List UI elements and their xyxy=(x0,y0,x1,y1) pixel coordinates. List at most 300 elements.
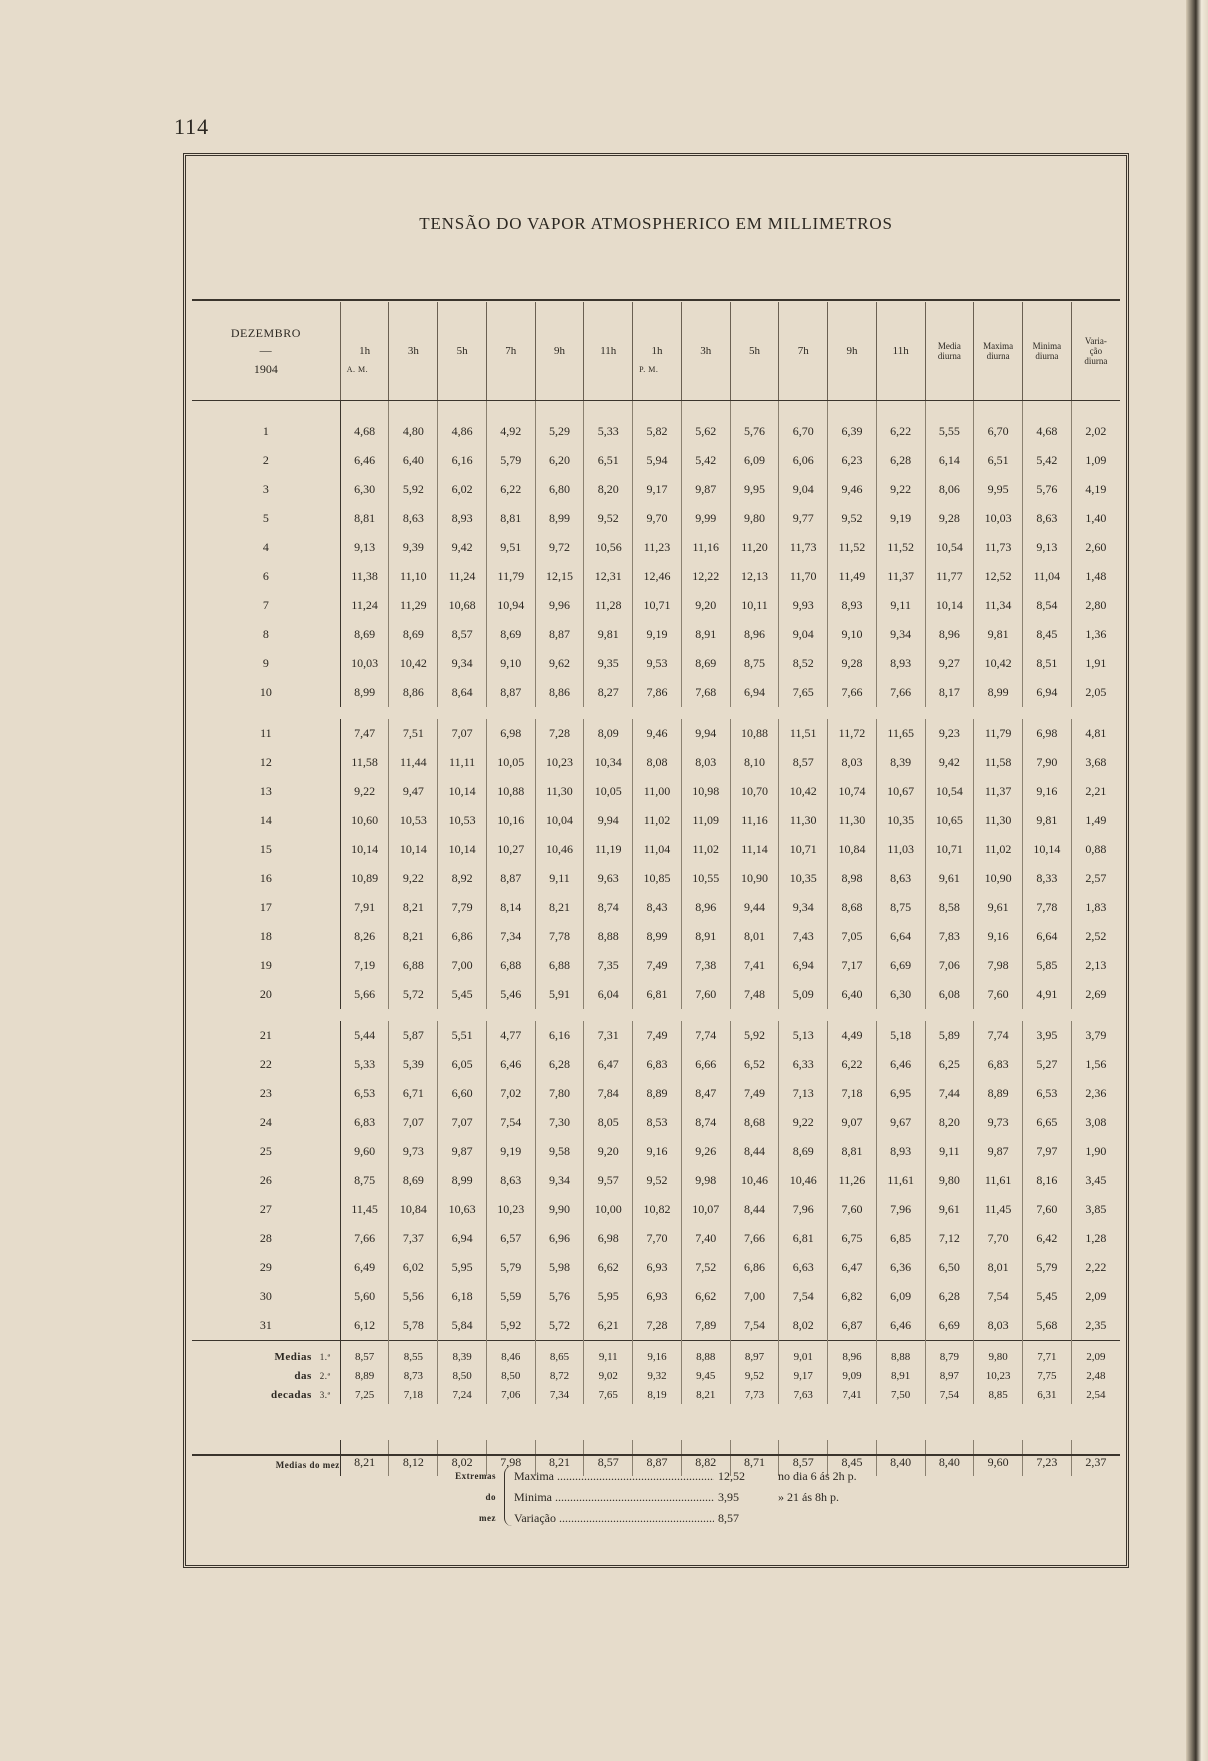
value-cell: 10,54 xyxy=(925,777,974,806)
value-cell: 6,40 xyxy=(389,446,438,475)
value-cell: 6,93 xyxy=(633,1253,682,1282)
table-title: TENSÃO DO VAPOR ATMOSPHERICO EM MILLIMETROS xyxy=(419,214,893,233)
value-cell: 1,28 xyxy=(1085,1231,1107,1245)
medias-mez-value: 8,82 xyxy=(681,1440,730,1476)
value-cell: 7,54 xyxy=(486,1108,535,1137)
value-cell: 7,90 xyxy=(1023,748,1072,777)
value-cell: 10,82 xyxy=(633,1195,682,1224)
value-cell: 5,82 xyxy=(633,401,682,447)
header-hour xyxy=(633,302,682,401)
medias-decada-value: 8,50 xyxy=(438,1366,487,1385)
value-cell: 6,06 xyxy=(779,446,828,475)
value-cell: 4,92 xyxy=(486,401,535,447)
value-cell: 9,52 xyxy=(633,1166,682,1195)
value-cell: 5,56 xyxy=(389,1282,438,1311)
value-cell: 1,90 xyxy=(1085,1144,1107,1158)
value-cell: 9,17 xyxy=(633,475,682,504)
medias-decada-row xyxy=(192,1366,1120,1385)
value-cell: 6,21 xyxy=(584,1311,633,1341)
value-cell: 8,06 xyxy=(925,475,974,504)
value-cell: 6,46 xyxy=(876,1050,925,1079)
value-cell: 6,25 xyxy=(925,1050,974,1079)
day-cell: 18 xyxy=(192,922,340,951)
day-cell: 27 xyxy=(192,1195,340,1224)
extremas-row-minima xyxy=(514,1487,978,1508)
value-cell: 6,49 xyxy=(340,1253,389,1282)
table-row xyxy=(192,980,1120,1009)
value-cell: 6,47 xyxy=(828,1253,877,1282)
value-cell: 6,87 xyxy=(828,1311,877,1341)
value-cell: 8,91 xyxy=(681,922,730,951)
value-cell: 10,14 xyxy=(438,835,487,864)
extremas-extra: no dia 6 ás 2h p. xyxy=(778,1469,857,1483)
value-cell: 10,27 xyxy=(486,835,535,864)
value-cell: 11,04 xyxy=(1023,562,1072,591)
value-cell: 9,93 xyxy=(779,591,828,620)
value-cell: 7,60 xyxy=(1023,1195,1072,1224)
value-cell: 5,18 xyxy=(876,1021,925,1050)
table-row xyxy=(192,1137,1120,1166)
value-cell: 11,29 xyxy=(389,591,438,620)
value-cell: 7,54 xyxy=(974,1282,1023,1311)
value-cell: 8,89 xyxy=(633,1079,682,1108)
day-cell: 1 xyxy=(192,401,340,447)
value-cell: 7,78 xyxy=(1023,893,1072,922)
value-cell: 8,14 xyxy=(486,893,535,922)
decade-ordinal: 3.ª xyxy=(319,1389,331,1400)
spacer-cell xyxy=(192,1404,1120,1440)
value-cell: 7,96 xyxy=(779,1195,828,1224)
day-cell: 30 xyxy=(192,1282,340,1311)
medias-decada-value: 8,97 xyxy=(730,1341,779,1367)
value-cell: 7,47 xyxy=(340,719,389,748)
value-cell: 10,71 xyxy=(925,835,974,864)
medias-mez-value: 7,98 xyxy=(486,1440,535,1476)
medias-decada-value: 7,73 xyxy=(730,1385,779,1404)
value-cell: 10,42 xyxy=(779,777,828,806)
table-row xyxy=(192,893,1120,922)
value-cell: 10,88 xyxy=(730,719,779,748)
value-cell: 8,58 xyxy=(925,893,974,922)
medias-mez-value: 8,12 xyxy=(389,1440,438,1476)
value-cell: 2,05 xyxy=(1085,685,1107,699)
value-cell: 6,57 xyxy=(486,1224,535,1253)
table-row xyxy=(192,1195,1120,1224)
value-cell: 8,69 xyxy=(486,620,535,649)
value-cell: 6,86 xyxy=(438,922,487,951)
extremas-rows xyxy=(514,1466,978,1529)
value-cell: 8,27 xyxy=(584,678,633,707)
value-cell: 11,28 xyxy=(584,591,633,620)
value-cell: 9,61 xyxy=(974,893,1023,922)
day-cell: 24 xyxy=(192,1108,340,1137)
value-cell: 6,83 xyxy=(974,1050,1023,1079)
value-cell: 8,16 xyxy=(1023,1166,1072,1195)
value-cell: 7,00 xyxy=(438,951,487,980)
medias-decada-value: 9,17 xyxy=(779,1366,828,1385)
value-cell: 9,95 xyxy=(730,475,779,504)
medias-decada-value: 8,55 xyxy=(389,1341,438,1367)
value-cell: 9,61 xyxy=(925,1195,974,1224)
value-cell: 10,03 xyxy=(974,504,1023,533)
value-cell: 5,55 xyxy=(925,401,974,447)
value-cell: 3,45 xyxy=(1085,1173,1107,1187)
medias-decada-value: 9,09 xyxy=(828,1366,877,1385)
value-cell: 8,47 xyxy=(681,1079,730,1108)
value-cell: 8,74 xyxy=(681,1108,730,1137)
value-cell: 8,74 xyxy=(584,893,633,922)
value-cell: 8,03 xyxy=(828,748,877,777)
value-cell: 6,64 xyxy=(876,922,925,951)
value-cell: 8,68 xyxy=(730,1108,779,1137)
value-cell: 6,04 xyxy=(584,980,633,1009)
value-cell: 10,07 xyxy=(681,1195,730,1224)
day-cell: 29 xyxy=(192,1253,340,1282)
value-cell: 6,18 xyxy=(438,1282,487,1311)
value-cell: 6,69 xyxy=(925,1311,974,1341)
day-cell: 25 xyxy=(192,1137,340,1166)
value-cell: 9,42 xyxy=(925,748,974,777)
table-row xyxy=(192,649,1120,678)
value-cell: 5,51 xyxy=(438,1021,487,1050)
value-cell: 6,09 xyxy=(876,1282,925,1311)
value-cell: 5,42 xyxy=(1023,446,1072,475)
value-cell: 1,36 xyxy=(1085,627,1107,641)
value-cell: 10,23 xyxy=(486,1195,535,1224)
extremas-extra xyxy=(778,1508,978,1529)
value-cell: 7,60 xyxy=(974,980,1023,1009)
value-cell: 7,13 xyxy=(779,1079,828,1108)
value-cell: 9,46 xyxy=(633,719,682,748)
value-cell: 6,53 xyxy=(1023,1079,1072,1108)
header-pm: P. M. xyxy=(639,365,659,374)
value-cell: 6,62 xyxy=(584,1253,633,1282)
extremas-label-3: mez xyxy=(479,1513,496,1523)
value-cell: 9,22 xyxy=(340,777,389,806)
value-cell: 9,23 xyxy=(925,719,974,748)
value-cell: 2,22 xyxy=(1085,1260,1107,1274)
value-cell: 11,79 xyxy=(974,719,1023,748)
header-hour-label: 5h xyxy=(748,345,760,357)
value-cell: 5,84 xyxy=(438,1311,487,1341)
value-cell: 5,79 xyxy=(486,1253,535,1282)
value-cell: 11,73 xyxy=(974,533,1023,562)
medias-decada-value: 8,73 xyxy=(389,1366,438,1385)
value-cell: 11,45 xyxy=(340,1195,389,1224)
value-cell: 5,27 xyxy=(1023,1050,1072,1079)
value-cell: 6,22 xyxy=(828,1050,877,1079)
value-cell: 7,86 xyxy=(633,678,682,707)
header-media-diurna-line: diurna xyxy=(937,351,961,361)
value-cell: 7,66 xyxy=(828,678,877,707)
header-variacao-diurna xyxy=(1071,302,1120,401)
value-cell: 8,44 xyxy=(730,1195,779,1224)
medias-decada-value: 7,63 xyxy=(779,1385,828,1404)
value-cell: 3,85 xyxy=(1085,1202,1107,1216)
value-cell: 9,04 xyxy=(779,475,828,504)
value-cell: 6,66 xyxy=(681,1050,730,1079)
value-cell: 2,09 xyxy=(1085,1289,1107,1303)
value-cell: 4,68 xyxy=(340,401,389,447)
medias-mez-value: 8,40 xyxy=(876,1440,925,1476)
value-cell: 6,81 xyxy=(779,1224,828,1253)
brace-icon xyxy=(504,1466,513,1526)
value-cell: 8,93 xyxy=(438,504,487,533)
value-cell: 5,39 xyxy=(389,1050,438,1079)
day-cell: 13 xyxy=(192,777,340,806)
value-cell: 8,69 xyxy=(681,649,730,678)
header-variacao-diurna-line: ção xyxy=(1089,346,1103,356)
table-body xyxy=(192,401,1120,1477)
value-cell: 10,67 xyxy=(876,777,925,806)
value-cell: 8,63 xyxy=(876,864,925,893)
decade-gap xyxy=(192,1009,1120,1021)
medias-decada-value: 8,19 xyxy=(633,1385,682,1404)
value-cell: 5,85 xyxy=(1023,951,1072,980)
medias-mez-value: 9,60 xyxy=(974,1440,1023,1476)
extremas-name: Variação ..... xyxy=(514,1508,714,1529)
value-cell: 9,34 xyxy=(779,893,828,922)
value-cell: 9,80 xyxy=(925,1166,974,1195)
value-cell: 6,47 xyxy=(584,1050,633,1079)
value-cell: 10,56 xyxy=(584,533,633,562)
value-cell: 5,79 xyxy=(486,446,535,475)
value-cell: 3,08 xyxy=(1085,1115,1107,1129)
vapor-table xyxy=(192,302,1120,1476)
medias-decada-value: 8,91 xyxy=(876,1366,925,1385)
value-cell: 10,46 xyxy=(535,835,584,864)
value-cell: 11,11 xyxy=(438,748,487,777)
value-cell: 9,60 xyxy=(340,1137,389,1166)
value-cell: 6,69 xyxy=(876,951,925,980)
value-cell: 11,04 xyxy=(633,835,682,864)
value-cell: 8,87 xyxy=(486,864,535,893)
value-cell: 9,34 xyxy=(535,1166,584,1195)
value-cell: 10,60 xyxy=(340,806,389,835)
value-cell: 6,16 xyxy=(535,1021,584,1050)
value-cell: 10,89 xyxy=(340,864,389,893)
value-cell: 6,94 xyxy=(779,951,828,980)
value-cell: 1,40 xyxy=(1085,511,1107,525)
value-cell: 5,78 xyxy=(389,1311,438,1341)
header-hour-label: 11h xyxy=(892,345,909,357)
value-cell: 11,00 xyxy=(633,777,682,806)
value-cell: 9,53 xyxy=(633,649,682,678)
medias-mez-value: 7,23 xyxy=(1023,1440,1072,1476)
value-cell: 8,08 xyxy=(633,748,682,777)
header-media-diurna xyxy=(925,302,974,401)
value-cell: 11,52 xyxy=(876,533,925,562)
value-cell: 9,95 xyxy=(974,475,1023,504)
table-row xyxy=(192,533,1120,562)
value-cell: 6,88 xyxy=(486,951,535,980)
day-cell: 10 xyxy=(192,678,340,707)
medias-decada-value: 9,11 xyxy=(584,1341,633,1367)
value-cell: 9,80 xyxy=(730,504,779,533)
value-cell: 10,84 xyxy=(828,835,877,864)
day-cell: 19 xyxy=(192,951,340,980)
value-cell: 6,83 xyxy=(340,1108,389,1137)
extremas-value: 3,95 xyxy=(718,1490,739,1504)
medias-decada-value: 7,75 xyxy=(1023,1366,1072,1385)
header-hour xyxy=(779,302,828,401)
value-cell: 8,93 xyxy=(876,1137,925,1166)
value-cell: 5,33 xyxy=(584,401,633,447)
value-cell: 6,65 xyxy=(1023,1108,1072,1137)
value-cell: 8,57 xyxy=(438,620,487,649)
value-cell: 7,49 xyxy=(633,951,682,980)
value-cell: 9,35 xyxy=(584,649,633,678)
medias-mez-value: 8,21 xyxy=(340,1440,389,1476)
value-cell: 10,35 xyxy=(876,806,925,835)
table-row xyxy=(192,504,1120,533)
medias-decada-value: 7,65 xyxy=(584,1385,633,1404)
value-cell: 7,40 xyxy=(681,1224,730,1253)
value-cell: 8,86 xyxy=(535,678,584,707)
value-cell: 10,90 xyxy=(974,864,1023,893)
value-cell: 12,22 xyxy=(681,562,730,591)
value-cell: 1,09 xyxy=(1085,453,1107,467)
value-cell: 6,28 xyxy=(876,446,925,475)
value-cell: 6,23 xyxy=(828,446,877,475)
value-cell: 7,68 xyxy=(681,678,730,707)
value-cell: 11,58 xyxy=(974,748,1023,777)
medias-label-word: decadas xyxy=(270,1388,312,1401)
value-cell: 5,09 xyxy=(779,980,828,1009)
value-cell: 6,42 xyxy=(1023,1224,1072,1253)
extremas-value: 8,57 xyxy=(718,1511,739,1525)
value-cell: 10,71 xyxy=(779,835,828,864)
value-cell: 6,70 xyxy=(779,401,828,447)
table-row xyxy=(192,591,1120,620)
value-cell: 11,45 xyxy=(974,1195,1023,1224)
value-cell: 2,35 xyxy=(1085,1318,1107,1332)
header-hour-label: 7h xyxy=(505,345,517,357)
day-cell: 4 xyxy=(192,533,340,562)
value-cell: 12,46 xyxy=(633,562,682,591)
medias-decada-value: 8,88 xyxy=(681,1341,730,1367)
value-cell: 5,33 xyxy=(340,1050,389,1079)
value-cell: 11,51 xyxy=(779,719,828,748)
value-cell: 8,93 xyxy=(876,649,925,678)
header-hour-label: 5h xyxy=(456,345,468,357)
value-cell: 8,20 xyxy=(925,1108,974,1137)
value-cell: 8,03 xyxy=(974,1311,1023,1341)
medias-decada-value: 7,25 xyxy=(340,1385,389,1404)
value-cell: 9,62 xyxy=(535,649,584,678)
value-cell: 6,88 xyxy=(389,951,438,980)
value-cell: 8,01 xyxy=(730,922,779,951)
value-cell: 10,14 xyxy=(438,777,487,806)
medias-decada-value: 8,65 xyxy=(535,1341,584,1367)
medias-decada-value: 8,88 xyxy=(876,1341,925,1367)
value-cell: 9,10 xyxy=(486,649,535,678)
value-cell: 9,16 xyxy=(974,922,1023,951)
value-cell: 8,75 xyxy=(876,893,925,922)
medias-mez-label: Medias do mez xyxy=(192,1440,340,1476)
value-cell: 8,87 xyxy=(486,678,535,707)
header-hour xyxy=(535,302,584,401)
value-cell: 8,10 xyxy=(730,748,779,777)
header-hour xyxy=(584,302,633,401)
value-cell: 9,46 xyxy=(828,475,877,504)
value-cell: 6,20 xyxy=(535,446,584,475)
value-cell: 11,23 xyxy=(633,533,682,562)
value-cell: 9,16 xyxy=(633,1137,682,1166)
value-cell: 10,05 xyxy=(486,748,535,777)
value-cell: 9,13 xyxy=(340,533,389,562)
value-cell: 6,16 xyxy=(438,446,487,475)
value-cell: 9,11 xyxy=(876,591,925,620)
value-cell: 9,51 xyxy=(486,533,535,562)
medias-decada-value: 8,97 xyxy=(925,1366,974,1385)
value-cell: 7,35 xyxy=(584,951,633,980)
medias-decada-value: 2,48 xyxy=(1086,1369,1106,1382)
value-cell: 8,89 xyxy=(974,1079,1023,1108)
medias-decada-value: 10,23 xyxy=(974,1366,1023,1385)
value-cell: 11,30 xyxy=(974,806,1023,835)
value-cell: 11,30 xyxy=(828,806,877,835)
value-cell: 11,16 xyxy=(681,533,730,562)
header-hour xyxy=(730,302,779,401)
value-cell: 6,88 xyxy=(535,951,584,980)
value-cell: 9,77 xyxy=(779,504,828,533)
value-cell: 8,81 xyxy=(828,1137,877,1166)
value-cell: 11,61 xyxy=(876,1166,925,1195)
value-cell: 8,96 xyxy=(681,893,730,922)
table-row xyxy=(192,806,1120,835)
day-cell: 20 xyxy=(192,980,340,1009)
value-cell: 9,22 xyxy=(876,475,925,504)
header-variacao-diurna-line: diurna xyxy=(1084,356,1108,366)
table-row xyxy=(192,1050,1120,1079)
medias-decada-value: 7,50 xyxy=(876,1385,925,1404)
value-cell: 7,28 xyxy=(633,1311,682,1341)
value-cell: 9,94 xyxy=(584,806,633,835)
value-cell: 7,17 xyxy=(828,951,877,980)
value-cell: 9,81 xyxy=(974,620,1023,649)
value-cell: 6,02 xyxy=(389,1253,438,1282)
header-month-year xyxy=(192,302,340,401)
value-cell: 11,30 xyxy=(535,777,584,806)
value-cell: 11,30 xyxy=(779,806,828,835)
value-cell: 5,66 xyxy=(340,980,389,1009)
value-cell: 0,88 xyxy=(1085,842,1107,856)
medias-mez-value: 8,45 xyxy=(828,1440,877,1476)
medias-mez-value: 8,57 xyxy=(779,1440,828,1476)
medias-decada-value: 8,79 xyxy=(925,1341,974,1367)
value-cell: 6,51 xyxy=(584,446,633,475)
value-cell: 9,20 xyxy=(681,591,730,620)
value-cell: 10,63 xyxy=(438,1195,487,1224)
value-cell: 10,23 xyxy=(535,748,584,777)
value-cell: 5,76 xyxy=(730,401,779,447)
value-cell: 3,79 xyxy=(1085,1028,1107,1042)
value-cell: 8,96 xyxy=(730,620,779,649)
value-cell: 9,90 xyxy=(535,1195,584,1224)
value-cell: 8,69 xyxy=(389,1166,438,1195)
value-cell: 7,60 xyxy=(828,1195,877,1224)
value-cell: 5,13 xyxy=(779,1021,828,1050)
value-cell: 1,91 xyxy=(1085,656,1107,670)
value-cell: 6,95 xyxy=(876,1079,925,1108)
value-cell: 4,77 xyxy=(486,1021,535,1050)
value-cell: 9,70 xyxy=(633,504,682,533)
header-hour-label: 3h xyxy=(407,345,419,357)
value-cell: 8,01 xyxy=(974,1253,1023,1282)
value-cell: 11,24 xyxy=(438,562,487,591)
header-hour xyxy=(681,302,730,401)
